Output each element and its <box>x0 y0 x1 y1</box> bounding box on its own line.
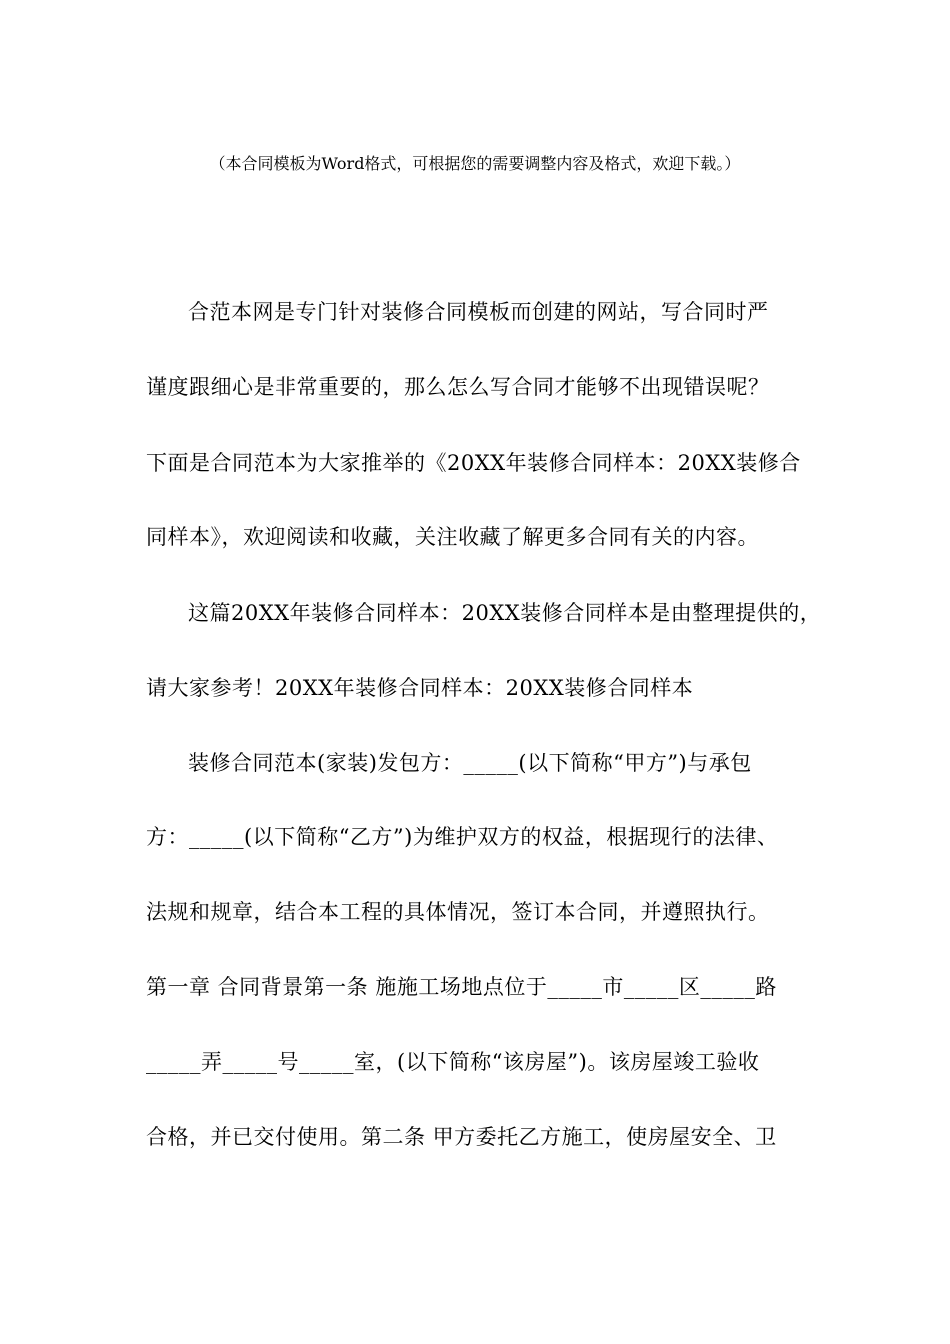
paragraph-line-11: _____弄_____号_____室，(以下简称“该房屋”)。该房屋竣工验收 <box>146 1050 760 1074</box>
paragraph-line-7: 装修合同范本(家装)发包方：_____(以下简称“甲方”)与承包 <box>188 751 752 775</box>
template-note: （本合同模板为Word格式，可根据您的需要调整内容及格式，欢迎下载。） <box>209 154 741 173</box>
paragraph-line-4: 同样本》，欢迎阅读和收藏，关注收藏了解更多合同有关的内容。 <box>146 525 759 549</box>
paragraph-line-1: 合范本网是专门针对装修合同模板而创建的网站，写合同时严 <box>188 300 769 324</box>
paragraph-line-12: 合格，并已交付使用。第二条 甲方委托乙方施工，使房屋安全、卫 <box>146 1125 777 1149</box>
paragraph-line-6: 请大家参考！20XX年装修合同样本：20XX装修合同样本 <box>146 676 694 700</box>
paragraph-line-2: 谨度跟细心是非常重要的，那么怎么写合同才能够不出现错误呢？ <box>146 375 770 399</box>
paragraph-line-9: 法规和规章，结合本工程的具体情况，签订本合同，并遵照执行。 <box>146 900 770 924</box>
paragraph-line-8: 方：_____(以下简称“乙方”)为维护双方的权益，根据现行的法律、 <box>146 825 779 849</box>
paragraph-line-10: 第一章 合同背景第一条 施施工场地点位于_____市_____区_____路 <box>146 975 777 999</box>
paragraph-line-3: 下面是合同范本为大家推举的《20XX年装修合同样本：20XX装修合 <box>146 451 801 475</box>
paragraph-line-5: 这篇20XX年装修合同样本：20XX装修合同样本是由整理提供的， <box>188 601 822 625</box>
